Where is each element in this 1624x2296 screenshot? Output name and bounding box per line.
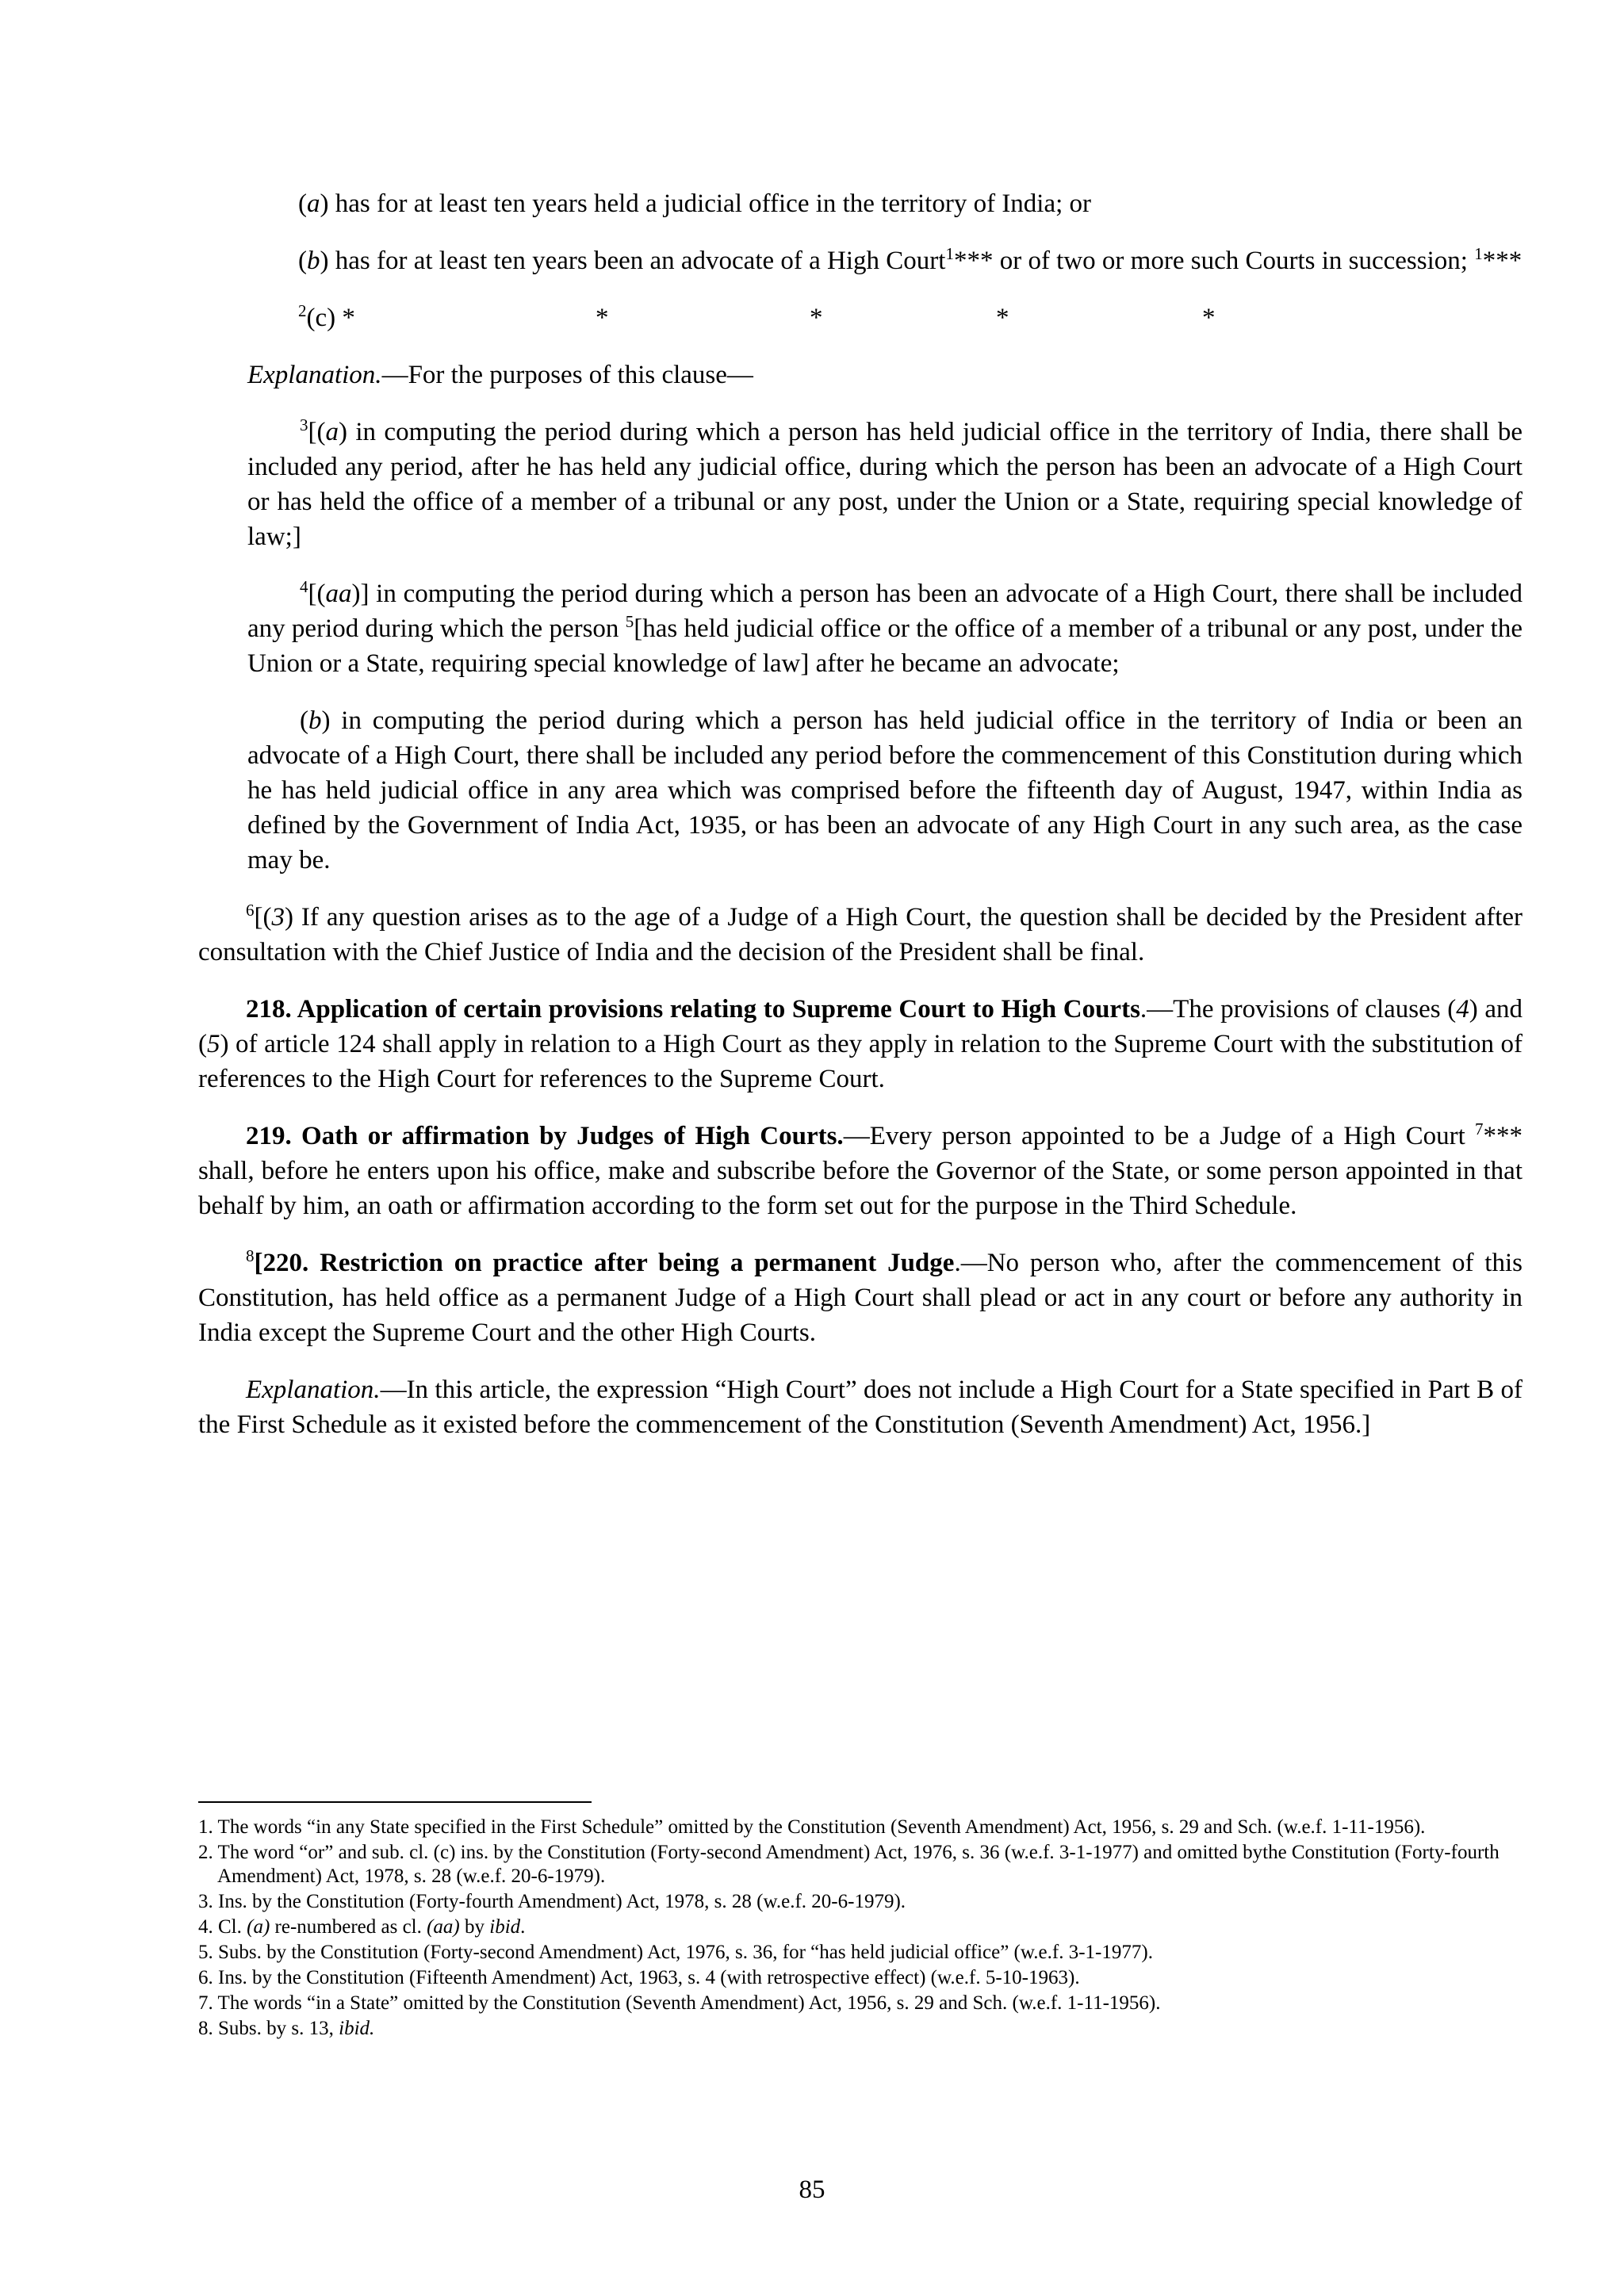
omission-star: * bbox=[596, 304, 609, 332]
clause-b: (b) has for at least ten years been an advocate of a High Court$^1$*** or of two or more such Courts in succession; $^1$*** bbox=[298, 244, 1522, 275]
footnote-ref: 2 bbox=[298, 301, 307, 320]
footnote-6: 6. Ins. by the Constitution (Fifteenth Amendment) Act, 1963, s. 4 (with retrospective effect) (w.e.f. 5-10-1963). bbox=[198, 1967, 1080, 1988]
clause-3: $^6$[(3) If any question arises as to the age of a Judge of a High Court, the question shall be decided by the President after consultation with the Chief Justice of India and the decision of the President shall be final. bbox=[198, 901, 1522, 966]
footnote-7: 7. The words “in a State” omitted by the Constitution (Seventh Amendment) Act, 1956, s. 29 and Sch. (w.e.f. 1-11-1956). bbox=[198, 1992, 1161, 2014]
article-heading: [220. Restriction on practice after being a permanent Judge bbox=[254, 1249, 955, 1277]
footnote-ref: 1 bbox=[945, 244, 954, 263]
footnote-ref: 5 bbox=[625, 612, 634, 631]
explanation-clause-a: $^3$[(a) in computing the period during which a person has held judicial office in the territory of India, there shall be included any period, after he has held any judicial office, during which the person has been an advocate of a High Court or has held the office of a member of a tribunal or any post, under the Union or a State, requiring special knowledge of law;] bbox=[247, 415, 1522, 551]
article-heading: 219. Oath or affirmation by Judges of High Courts. bbox=[246, 1122, 844, 1150]
footnote-divider bbox=[198, 1801, 592, 1803]
footnote-5: 5. Subs. by the Constitution (Forty-second Amendment) Act, 1976, s. 36, for “has held judicial office” (w.e.f. 3-1-1977). bbox=[198, 1942, 1153, 1963]
clause-c-omitted: $^2$(c) * * * * * bbox=[298, 300, 1522, 335]
article-218: 218. Application of certain provisions relating to Supreme Court to High Courts.—The provisions of clauses (4) and (5) of article 124 shall apply in relation to a High Court as they apply in relation to the Supreme Court with the substitution of references to the High Court for references to the Supreme Court. bbox=[198, 995, 1523, 1093]
footnote-4: 4. Cl. (a) re-numbered as cl. (aa) by ibid. bbox=[198, 1916, 526, 1938]
footnote-3: 3. Ins. by the Constitution (Forty-fourth Amendment) Act, 1978, s. 28 (w.e.f. 20-6-1979). bbox=[198, 1891, 906, 1912]
omission-star: * bbox=[996, 304, 1009, 332]
explanation-heading: Explanation.—For the purposes of this clause— bbox=[247, 361, 753, 389]
page-number: 85 bbox=[799, 2175, 825, 2204]
footnote-ref: 8 bbox=[246, 1246, 255, 1265]
footnote-2: 2. The word “or” and sub. cl. (c) ins. by the Constitution (Forty-second Amendment) Act, 1976, s. 36 (w.e.f. 3-1-1977) and omitted bythe Constitution (Forty-fourth Amendment) Act, 1978, s. 28 (w.e.f. 20-6-1979). bbox=[198, 1842, 1500, 1887]
clause-a: (a) has for at least ten years held a judicial office in the territory of India; or bbox=[298, 189, 1092, 218]
document-body bbox=[198, 186, 1522, 1464]
footnote-ref: 7 bbox=[1475, 1119, 1484, 1138]
omission-star: * bbox=[810, 304, 823, 332]
article-220: $^8$[220. Restriction on practice after being a permanent Judge.—No person who, after the commencement of this Constitution, has held office as a permanent Judge of a High Court shall plead or act in any court or before any authority in India except the Supreme Court and the other High Courts. bbox=[198, 1246, 1522, 1347]
footnote-ref: 3 bbox=[300, 415, 308, 434]
article-219: 219. Oath or affirmation by Judges of High Courts.—Every person appointed to be a Judge of a High Court $^7$*** shall, before he enters upon his office, make and subscribe before the Governor of the State, or some person appointed in that behalf by him, an oath or affirmation according to the form set out for the purpose in the Third Schedule. bbox=[198, 1119, 1522, 1220]
footnote-ref: 4 bbox=[300, 577, 308, 596]
explanation-clause-b: (b) in computing the period during which a person has held judicial office in the territory of India or been an advocate of a High Court, there shall be included any period before the commencement of this Constitution during which he has held judicial office in any area which was comprised before the fifteenth day of August, 1947, within India as defined by the Government of India Act, 1935, or has been an advocate of any High Court in any such area, as the case may be. bbox=[247, 706, 1522, 874]
footnote-1: 1. The words “in any State specified in the First Schedule” omitted by the Constitution (Seventh Amendment) Act, 1956, s. 29 and Sch. (w.e.f. 1-11-1956). bbox=[198, 1816, 1426, 1838]
explanation-clause-aa: $^4$[(aa)] in computing the period during which a person has been an advocate of a High Court, there shall be included any period during which the person $^5$[has held judicial office or the office of a member of a tribunal or any post, under the Union or a State, requiring special knowledge of law] after he became an advocate; bbox=[247, 577, 1522, 678]
footnote-ref: 1 bbox=[1474, 244, 1483, 263]
article-heading: 218. Application of certain provisions relating to Supreme Court to High Courts bbox=[246, 995, 1140, 1024]
explanation-220: Explanation.—In this article, the expression “High Court” does not include a High Court for a State specified in Part B of the First Schedule as it existed before the commencement of the Constitution (Seventh Amendment) Act, 1956.] bbox=[198, 1376, 1522, 1439]
footnote-8: 8. Subs. by s. 13, ibid. bbox=[198, 2018, 375, 2039]
omission-star: * bbox=[1202, 304, 1216, 332]
footnote-ref: 6 bbox=[246, 901, 255, 920]
footnotes bbox=[198, 1816, 1522, 2042]
